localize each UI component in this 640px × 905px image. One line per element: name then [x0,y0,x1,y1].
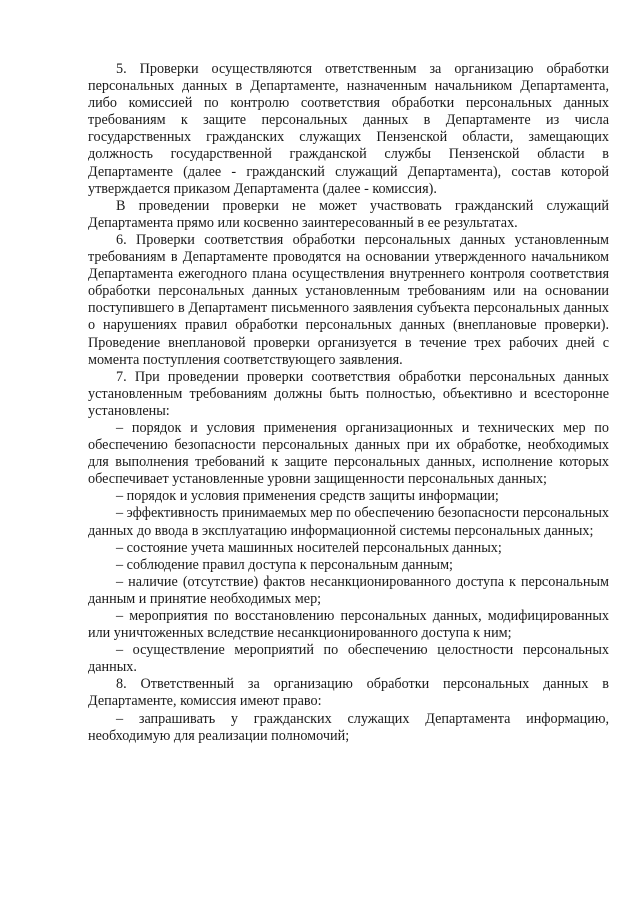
list-item-data-recovery: – мероприятия по восстановлению персональных данных, модифицированных или уничтоженных вследствие несанкционированного доступа к ним; [88,608,609,642]
paragraph-5-inspections-performers: 5. Проверки осуществляются ответственным за организацию обработки персональных данных в Департаменте, назначенным начальником Департамента, либо комиссией по контролю соответствия обработки персональных данных требованиям к защите персональных данных в Департаменте из числа государственных гражданских служащих Пензенской области, замещающих должность государственной гражданской службы Пензенской области в Департаменте (далее - гражданский служащий Департамента), состав которой утверждается приказом Департамента (далее - комиссия). [88,61,609,197]
list-item-measures-effectiveness: – эффективность принимаемых мер по обеспечению безопасности персональных данных до ввода в эксплуатацию информационной системы персональных данных; [88,505,609,539]
list-item-security-measures: – порядок и условия применения организационных и технических мер по обеспечению безопасности персональных данных при их обработке, необходимых для выполнения требований к защите персональных данных, исполнение которых обеспечивает установленные уровни защищенности персональных данных; [88,419,609,488]
list-item-media-accounting: – состояние учета машинных носителей персональных данных; [116,539,502,556]
paragraph-8-rights: 8. Ответственный за организацию обработки персональных данных в Департаменте, комиссия имеют право: [88,676,609,710]
paragraph-conflict-of-interest: В проведении проверки не может участвовать гражданский служащий Департамента прямо или косвенно заинтересованный в ее результатах. [88,197,609,231]
list-item-request-information: – запрашивать у гражданских служащих Департамента информацию, необходимую для реализации полномочий; [88,710,609,744]
list-item-access-rules: – соблюдение правил доступа к персональным данным; [116,556,453,573]
paragraph-6-inspection-basis: 6. Проверки соответствия обработки персональных данных установленным требованиям в Департаменте проводятся на основании утвержденного начальником Департамента ежегодного плана осуществления внутреннего контроля соответствия обработки персональных данных установленным требованиям или на основании поступившего в Департамент письменного заявления субъекта персональных данных о нарушениях правил обработки персональных данных (внеплановые проверки). Проведение внеплановой проверки организуется в течение трех рабочих дней с момента поступления соответствующего заявления. [88,231,609,368]
list-item-protection-tools: – порядок и условия применения средств защиты информации; [116,488,499,505]
document-page [88,61,609,745]
list-item-data-integrity: – осуществление мероприятий по обеспечению целостности персональных данных. [88,642,609,676]
list-item-unauthorized-access: – наличие (отсутствие) фактов несанкционированного доступа к персональным данным и принятие необходимых мер; [88,573,609,607]
paragraph-7-inspection-scope: 7. При проведении проверки соответствия обработки персональных данных установленным требованиям должны быть полностью, объективно и всесторонне установлены: [88,368,609,419]
